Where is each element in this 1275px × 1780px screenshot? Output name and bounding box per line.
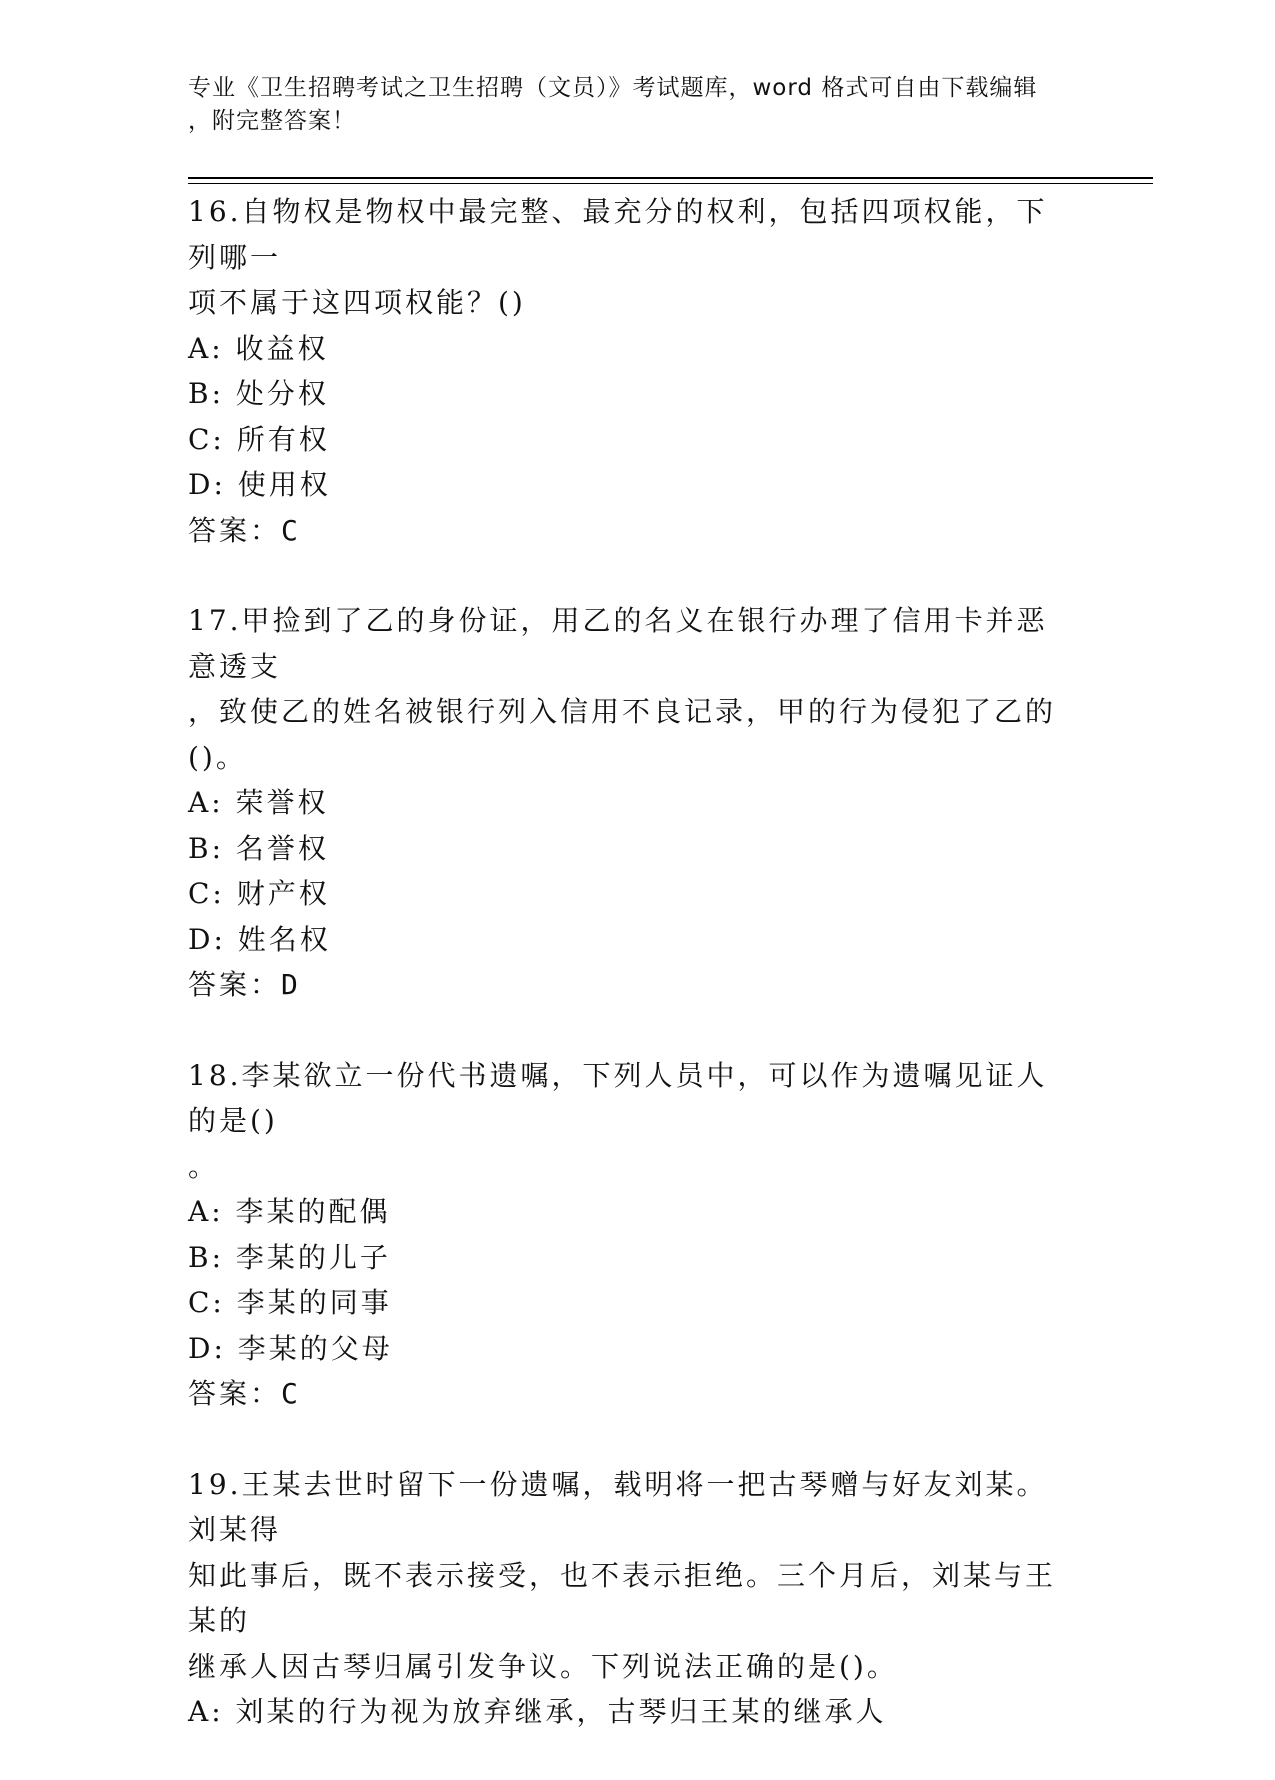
document-header — [188, 72, 1068, 138]
option-d: D: 姓名权 — [188, 922, 331, 956]
answer-value: C — [281, 1377, 301, 1410]
question-16 — [188, 189, 1078, 553]
option-c: C: 财产权 — [188, 877, 330, 910]
question-18 — [188, 1053, 1078, 1417]
header-line-2: ，附完整答案！ — [188, 108, 356, 134]
option-a: A: 刘某的行为视为放弃继承，古琴归王某的继承人 — [188, 1695, 887, 1728]
answer-label: 答案： — [188, 1377, 282, 1410]
answer-line — [188, 1371, 1078, 1417]
question-19 — [188, 1462, 1078, 1735]
header-rule-bottom — [188, 183, 1153, 184]
question-17 — [188, 598, 1078, 1008]
option-b: B: 名誉权 — [188, 831, 329, 865]
header-line-1: 专业《卫生招聘考试之卫生招聘（文员）》考试题库，word 格式可自由下载编辑 — [188, 75, 1038, 101]
option-b: B: 处分权 — [188, 377, 329, 410]
option-d: D: 使用权 — [188, 468, 331, 501]
option-a: A: 荣誉权 — [188, 786, 329, 819]
answer-label: 答案： — [188, 968, 282, 1001]
question-text-line: 18.李某欲立一份代书遗嘱，下列人员中，可以作为遗嘱见证人的是() — [188, 1058, 1048, 1137]
question-text-line: 继承人因古琴归属引发争议。下列说法正确的是()。 — [188, 1649, 898, 1683]
option-a: A: 李某的配偶 — [188, 1195, 391, 1228]
option-d: D: 李某的父母 — [188, 1331, 393, 1365]
answer-line — [188, 508, 1078, 554]
header-rule-top — [188, 177, 1153, 179]
answer-value: C — [281, 513, 301, 547]
question-text-line: 知此事后，既不表示接受，也不表示拒绝。三个月后，刘某与王某的 — [188, 1558, 1057, 1637]
option-c: C: 所有权 — [188, 422, 330, 456]
question-text-line: ，致使乙的姓名被银行列入信用不良记录，甲的行为侵犯了乙的()。 — [188, 695, 1057, 774]
question-text-line: 16.自物权是物权中最完整、最充分的权利，包括四项权能，下列哪一 — [188, 195, 1048, 274]
answer-line — [188, 962, 1078, 1008]
answer-label: 答案： — [188, 513, 282, 547]
question-text-line: 项不属于这四项权能？() — [188, 286, 526, 319]
option-a: A: 收益权 — [188, 331, 329, 365]
question-text-line: 17.甲捡到了乙的身份证，用乙的名义在银行办理了信用卡并恶意透支 — [188, 604, 1048, 683]
option-c: C: 李某的同事 — [188, 1286, 392, 1319]
question-text-line: 19.王某去世时留下一份遗嘱，载明将一把古琴赠与好友刘某。刘某得 — [188, 1467, 1048, 1546]
option-b: B: 李某的儿子 — [188, 1240, 391, 1274]
answer-value: D — [281, 968, 301, 1001]
question-list — [188, 189, 1078, 1780]
question-text-line: 。 — [188, 1149, 220, 1183]
